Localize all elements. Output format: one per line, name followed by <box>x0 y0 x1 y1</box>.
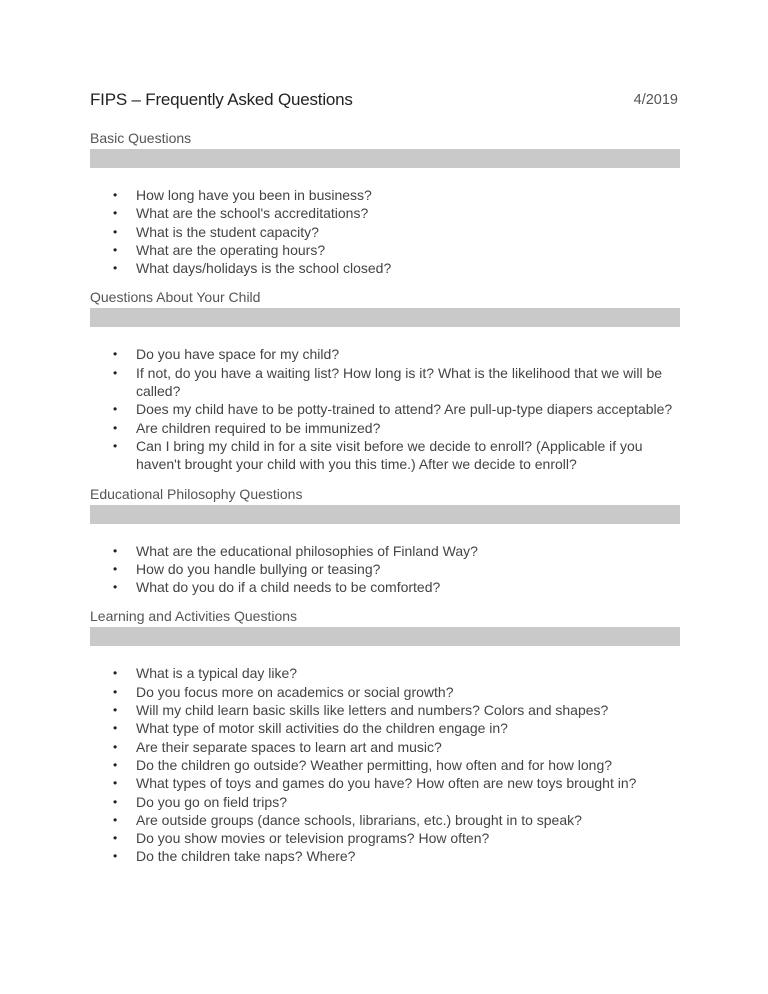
bullet-icon: • <box>113 831 118 846</box>
bullet-icon: • <box>113 242 118 257</box>
question-text: What is the student capacity? <box>136 223 319 240</box>
list-item <box>90 259 680 277</box>
question-text: What are the operating hours? <box>136 241 326 258</box>
question-text: What do you do if a child needs to be comforted? <box>136 579 441 596</box>
list-item <box>90 223 680 241</box>
list-item <box>90 437 680 474</box>
question-text: Do you focus more on academics or social growth? <box>136 683 454 700</box>
bullet-icon: • <box>113 365 118 380</box>
question-text: Are outside groups (dance schools, librarians, etc.) brought in to speak? <box>136 811 582 828</box>
list-item <box>90 701 680 719</box>
list-item <box>90 793 680 811</box>
bullet-icon: • <box>113 776 118 791</box>
section-heading: Basic Questions <box>90 130 192 146</box>
question-text: Will my child learn basic skills like letters and numbers? Colors and shapes? <box>136 702 609 719</box>
list-item <box>90 829 680 847</box>
list-item <box>90 811 680 829</box>
bullet-icon: • <box>113 794 118 809</box>
faq-section <box>90 607 680 867</box>
section-heading: Questions About Your Child <box>90 289 261 306</box>
faq-section <box>90 485 680 599</box>
question-list <box>90 664 680 865</box>
list-item <box>90 774 680 792</box>
question-text: Are children required to be immunized? <box>136 419 381 436</box>
bullet-icon: • <box>113 438 118 453</box>
question-text: What are the educational philosophies of Finland Way? <box>136 542 478 559</box>
bullet-icon: • <box>113 402 118 417</box>
section-divider-bar <box>90 627 680 646</box>
section-divider-bar <box>90 149 680 168</box>
list-item <box>90 756 680 774</box>
list-item <box>90 419 680 437</box>
bullet-icon: • <box>113 721 118 736</box>
question-text: How do you handle bullying or teasing? <box>136 560 381 577</box>
list-item <box>90 241 680 259</box>
bullet-icon: • <box>113 580 118 595</box>
bullet-icon: • <box>113 261 118 276</box>
bullet-icon: • <box>113 812 118 827</box>
bullet-icon: • <box>113 666 118 681</box>
list-item <box>90 738 680 756</box>
page-title: FIPS – Frequently Asked Questions <box>90 90 353 109</box>
question-text: If not, do you have a waiting list? How long is it? What is the likelihood that we will be called? <box>136 364 663 400</box>
question-text: Do you show movies or television programs? How often? <box>136 830 490 847</box>
question-text: What days/holidays is the school closed? <box>136 260 392 277</box>
question-text: Can I bring my child in for a site visit before we decide to enroll? (Applicable if you haven't brought your child with you this time.) After we decide to enroll? <box>136 437 643 473</box>
question-text: Are their separate spaces to learn art and music? <box>136 738 442 755</box>
list-item <box>90 186 680 204</box>
list-item <box>90 345 680 363</box>
list-item <box>90 847 680 865</box>
bullet-icon: • <box>113 420 118 435</box>
question-text: Do you go on field trips? <box>136 793 287 810</box>
list-item <box>90 578 680 596</box>
section-spacer <box>90 866 680 868</box>
bullet-icon: • <box>113 684 118 699</box>
bullet-icon: • <box>113 206 118 221</box>
section-spacer <box>90 474 680 476</box>
list-item <box>90 683 680 701</box>
list-item <box>90 542 680 560</box>
list-item <box>90 560 680 578</box>
faq-sections <box>90 129 680 868</box>
question-text: Do the children take naps? Where? <box>136 848 356 865</box>
bullet-icon: • <box>113 849 118 864</box>
bullet-icon: • <box>113 739 118 754</box>
question-text: Do you have space for my child? <box>136 346 340 363</box>
bullet-icon: • <box>113 703 118 718</box>
bullet-icon: • <box>113 561 118 576</box>
document-page <box>90 0 680 868</box>
question-text: What are the school's accreditations? <box>136 205 369 222</box>
document-header <box>90 90 680 120</box>
list-item <box>90 204 680 222</box>
section-spacer <box>90 596 680 598</box>
document-date: 4/2019 <box>633 92 678 108</box>
list-item <box>90 400 680 418</box>
bullet-icon: • <box>113 757 118 772</box>
question-text: How long have you been in business? <box>136 187 372 203</box>
question-text: Do the children go outside? Weather permitting, how often and for how long? <box>136 756 613 773</box>
section-heading: Educational Philosophy Questions <box>90 485 303 502</box>
section-divider-bar <box>90 308 680 327</box>
list-item <box>90 719 680 737</box>
faq-section <box>90 129 680 279</box>
faq-section <box>90 288 680 475</box>
section-heading: Learning and Activities Questions <box>90 608 298 625</box>
list-item <box>90 664 680 682</box>
question-text: Does my child have to be potty-trained to attend? Are pull-up-type diapers acceptable? <box>136 401 673 418</box>
bullet-icon: • <box>113 188 118 202</box>
list-item <box>90 364 680 401</box>
question-text: What types of toys and games do you have? How often are new toys brought in? <box>136 775 637 792</box>
question-list <box>90 542 680 597</box>
section-divider-bar <box>90 505 680 524</box>
bullet-icon: • <box>113 347 118 362</box>
bullet-icon: • <box>113 543 118 558</box>
section-spacer <box>90 277 680 279</box>
question-text: What type of motor skill activities do the children engage in? <box>136 720 508 737</box>
question-list <box>90 345 680 473</box>
question-text: What is a typical day like? <box>136 665 298 682</box>
bullet-icon: • <box>113 224 118 239</box>
question-list <box>90 186 680 277</box>
